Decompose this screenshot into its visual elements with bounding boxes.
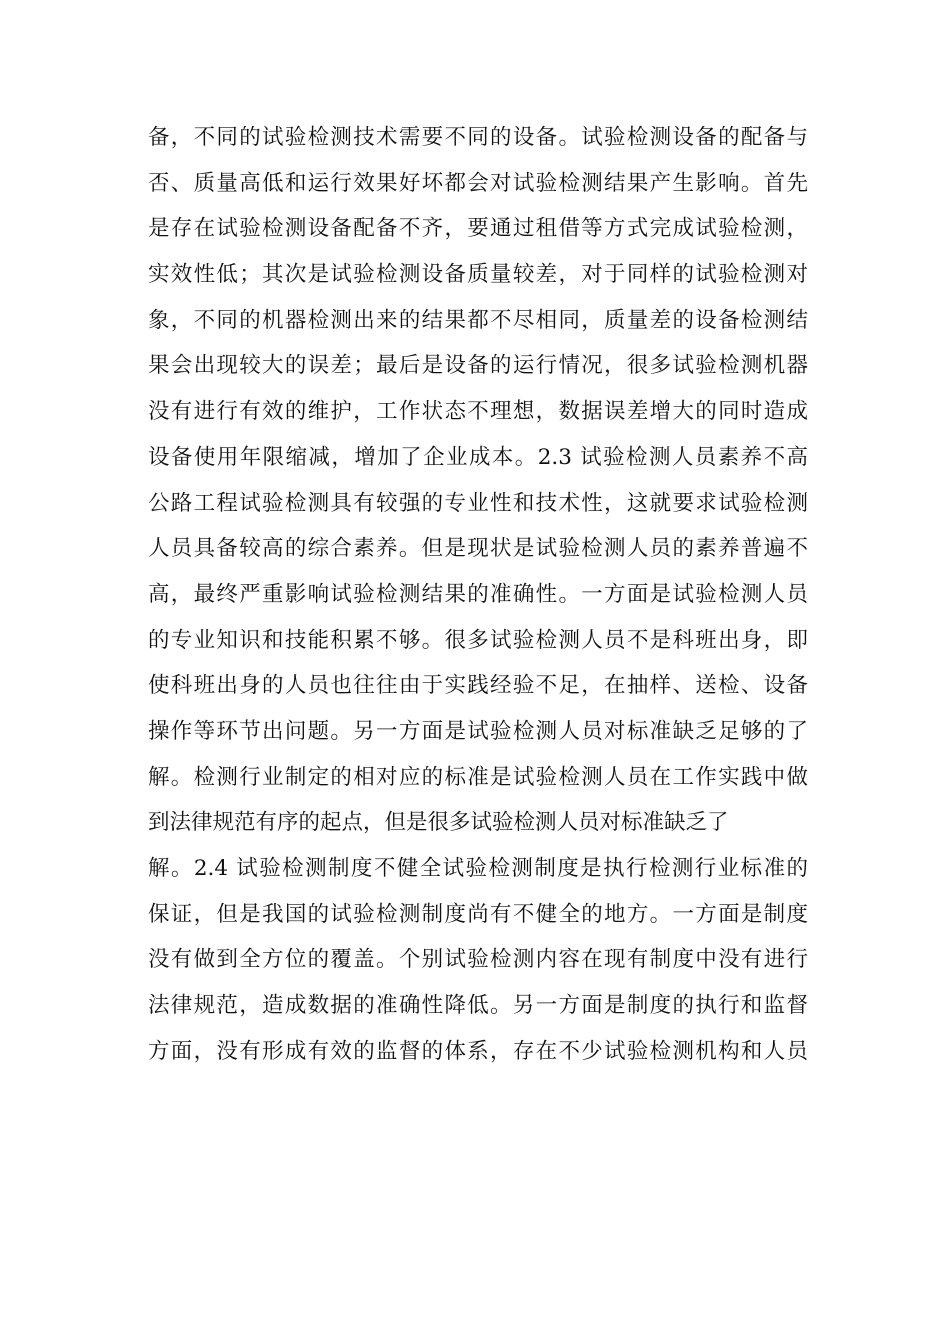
text-line: 解。2.4 试验检测制度不健全试验检测制度是执行检测行业标准的: [148, 856, 808, 881]
text-line: 果会出现较大的误差；最后是设备的运行情况，很多试验检测机器: [148, 353, 808, 379]
text-line: 方面，没有形成有效的监督的体系，存在不少试验检测机构和人员: [148, 1038, 808, 1064]
text-line: 没有做到全方位的覆盖。个别试验检测内容在现有制度中没有进行: [148, 947, 808, 973]
text-line: 的专业知识和技能积累不够。很多试验检测人员不是科班出身，即: [148, 627, 808, 653]
text-line: 解。检测行业制定的相对应的标准是试验检测人员在工作实践中做: [148, 764, 808, 790]
text-line: 设备使用年限缩减，增加了企业成本。2.3 试验检测人员素养不高: [148, 444, 808, 470]
text-line: 到法律规范有序的起点，但是很多试验检测人员对标准缺乏了: [148, 810, 729, 836]
text-line: 法律规范，造成数据的准确性降低。另一方面是制度的执行和监督: [148, 993, 808, 1019]
text-line: 是存在试验检测设备配备不齐，要通过租借等方式完成试验检测，: [148, 216, 808, 242]
text-line: 高，最终严重影响试验检测结果的准确性。一方面是试验检测人员: [148, 581, 808, 607]
text-line: 保证，但是我国的试验检测制度尚有不健全的地方。一方面是制度: [148, 901, 808, 927]
text-line: 人员具备较高的综合素养。但是现状是试验检测人员的素养普遍不: [148, 536, 808, 562]
body-text: [148, 115, 808, 1074]
text-line: 使科班出身的人员也往往由于实践经验不足，在抽样、送检、设备: [148, 673, 808, 699]
text-line: 没有进行有效的维护，工作状态不理想，数据误差增大的同时造成: [148, 399, 808, 425]
text-line: 备，不同的试验检测技术需要不同的设备。试验检测设备的配备与: [148, 125, 808, 150]
text-line: 否、质量高低和运行效果好坏都会对试验检测结果产生影响。首先: [148, 170, 808, 196]
text-line: 象，不同的机器检测出来的结果都不尽相同，质量差的设备检测结: [148, 307, 808, 333]
text-line: 操作等环节出问题。另一方面是试验检测人员对标准缺乏足够的了: [148, 718, 808, 744]
text-line: 公路工程试验检测具有较强的专业性和技术性，这就要求试验检测: [148, 490, 808, 516]
text-line: 实效性低；其次是试验检测设备质量较差，对于同样的试验检测对: [148, 262, 808, 288]
